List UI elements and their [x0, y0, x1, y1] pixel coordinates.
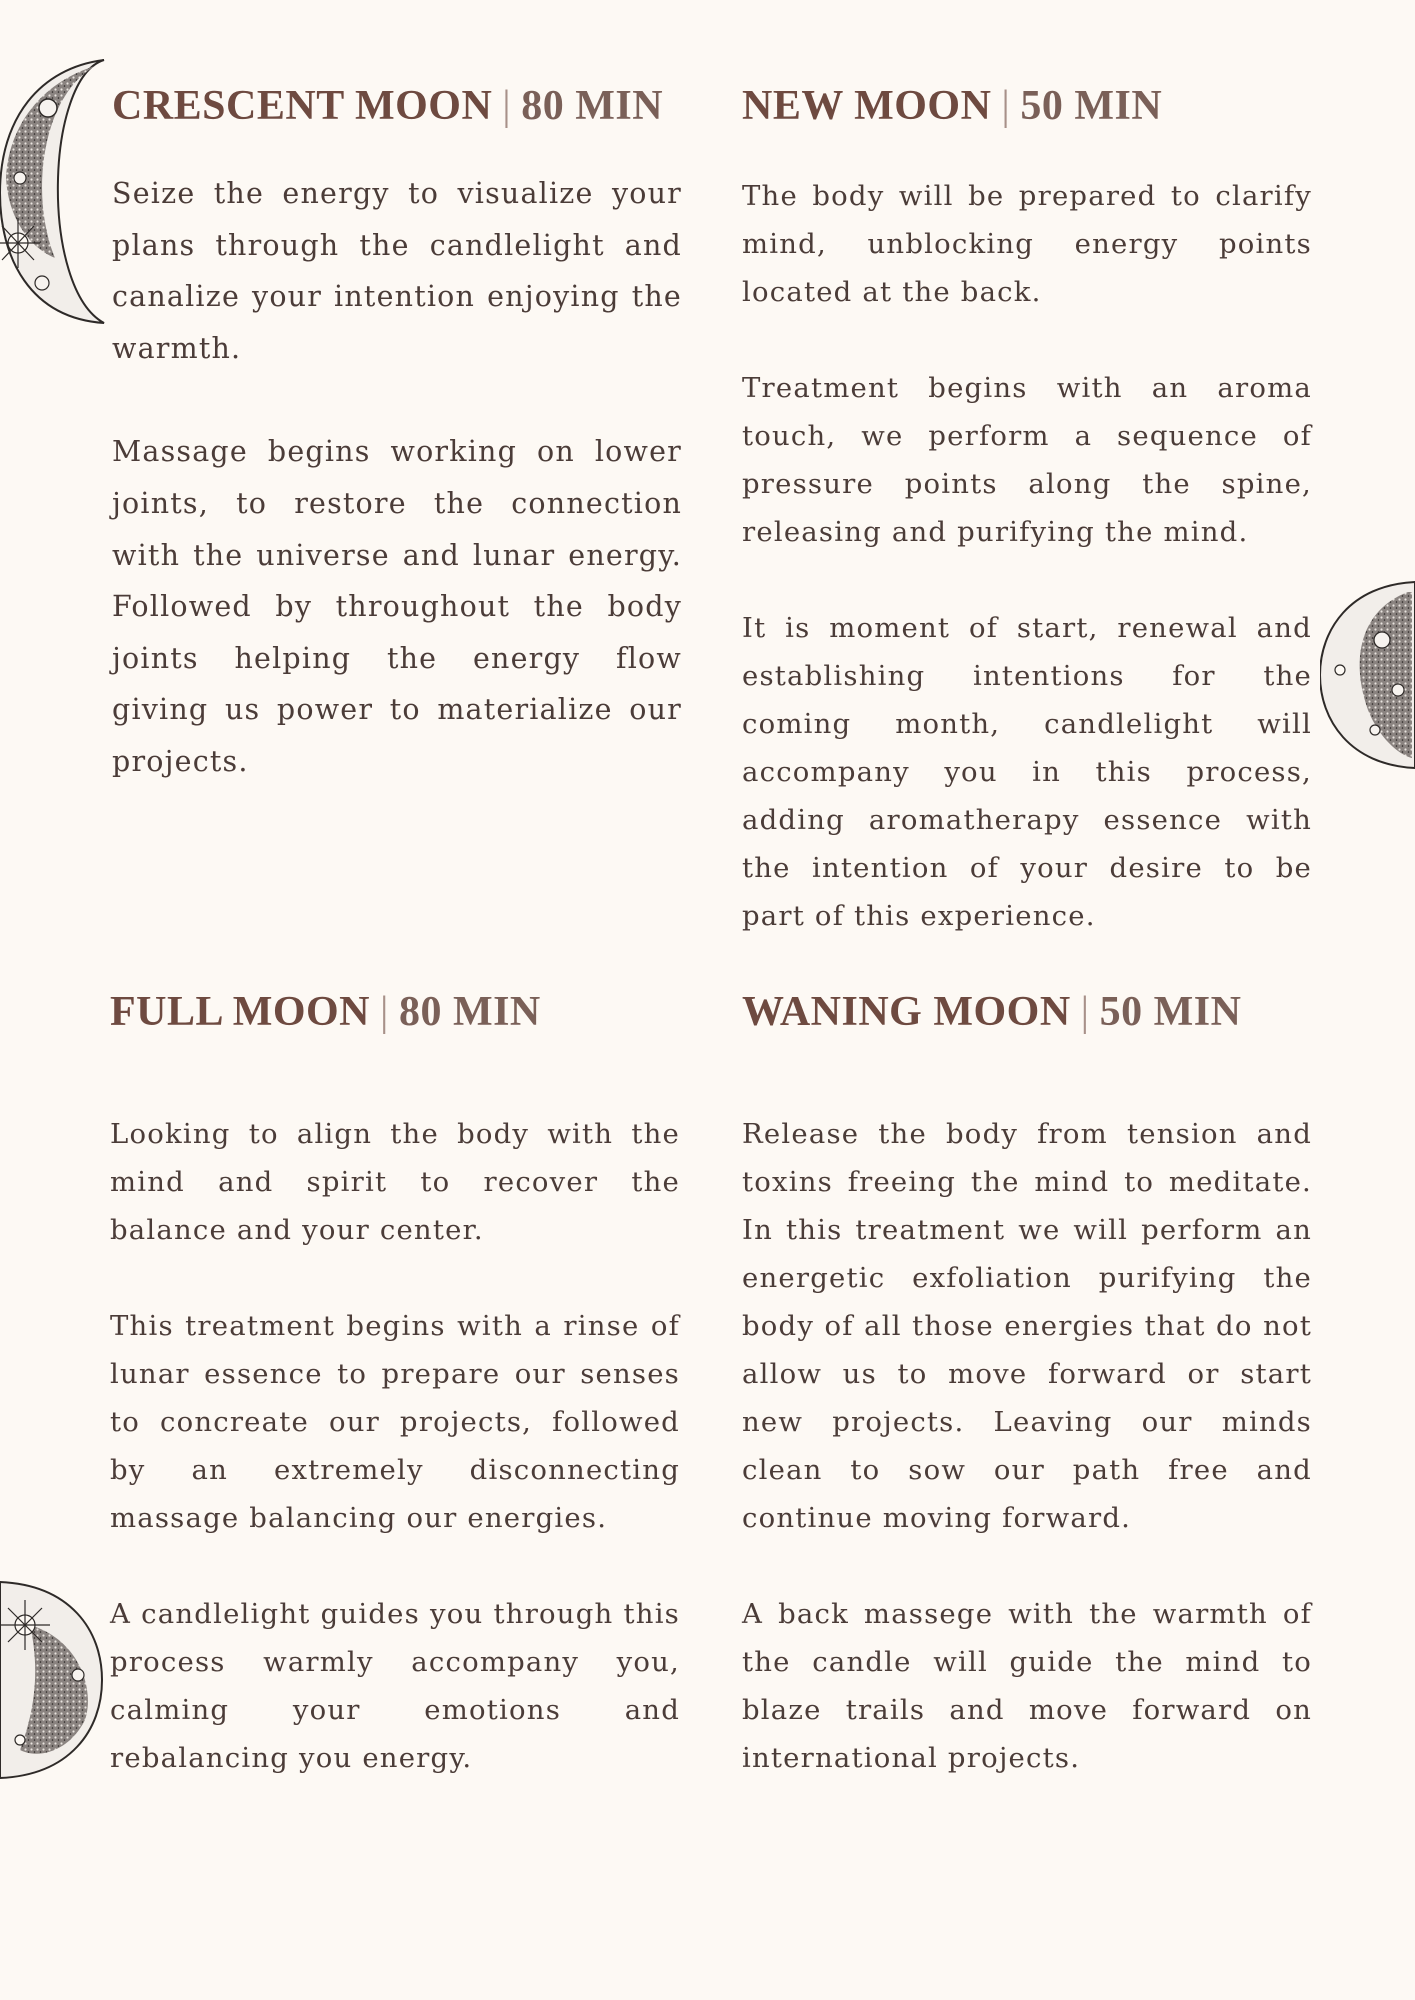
- full-moon-paragraph-1: Looking to align the body with the mind and spirit to recover the balance and your center.: [110, 1118, 680, 1246]
- crescent-moon-paragraph-1: Seize the energy to visualize your plans through the candlelight and canalize your intention enjoying the warmth.: [112, 177, 682, 365]
- full-moon-section: [110, 988, 680, 1782]
- new-moon-paragraph-3: It is moment of start, renewal and establishing intentions for the coming month, candlelight will accompany you in this process, adding aromatherapy essence with the intention of your desire to be part of this experience.: [742, 612, 1312, 932]
- treatment-name: NEW MOON: [742, 83, 992, 129]
- crescent-moon-section: [112, 82, 682, 788]
- treatment-duration: 80 MIN: [521, 83, 664, 129]
- new-moon-section: [742, 82, 1312, 940]
- new-moon-paragraph-2: Treatment begins with an aroma touch, we perform a sequence of pressure points along the spine, releasing and purifying the mind.: [742, 372, 1312, 548]
- crescent-moon-illustration: [0, 58, 110, 328]
- crescent-moon-title: CRESCENT MOON | 80 MIN: [112, 83, 664, 129]
- treatment-name: CRESCENT MOON: [112, 83, 493, 129]
- treatment-duration: 50 MIN: [1099, 989, 1242, 1035]
- full-moon-title: FULL MOON | 80 MIN: [110, 989, 541, 1035]
- waning-moon-section: [742, 988, 1312, 1782]
- waning-moon-paragraph-2: A back massege with the warmth of the candle will guide the mind to blaze trails and move forward on international projects.: [742, 1598, 1312, 1774]
- full-moon-paragraph-3: A candlelight guides you through this process warmly accompany you, calming your emotions and rebalancing you energy.: [110, 1598, 680, 1774]
- waning-moon-title: WANING MOON | 50 MIN: [742, 989, 1242, 1035]
- new-moon-paragraph-1: The body will be prepared to clarify mind, unblocking energy points located at the back.: [742, 180, 1312, 308]
- waning-moon-paragraph-1: Release the body from tension and toxins freeing the mind to meditate. In this treatment we will perform an energetic exfoliation purifying the body of all those energies that do not allow us to move forward or start new projects. Leaving our minds clean to sow our path free and continue moving forward.: [742, 1118, 1312, 1534]
- new-moon-title: NEW MOON | 50 MIN: [742, 83, 1163, 129]
- waning-moon-illustration: [0, 1580, 105, 1780]
- full-moon-paragraph-2: This treatment begins with a rinse of lunar essence to prepare our senses to concreate our projects, followed by an extremely disconnecting massage balancing our energies.: [110, 1310, 680, 1534]
- treatment-duration: 50 MIN: [1020, 83, 1163, 129]
- treatment-duration: 80 MIN: [398, 989, 541, 1035]
- treatment-name: FULL MOON: [110, 989, 371, 1035]
- treatment-name: WANING MOON: [742, 989, 1071, 1035]
- new-moon-illustration: [1320, 580, 1415, 770]
- crescent-moon-paragraph-2: Massage begins working on lower joints, to restore the connection with the universe and lunar energy. Followed by throughout the body joints helping the energy flow giving us power to materialize our projects.: [112, 435, 682, 778]
